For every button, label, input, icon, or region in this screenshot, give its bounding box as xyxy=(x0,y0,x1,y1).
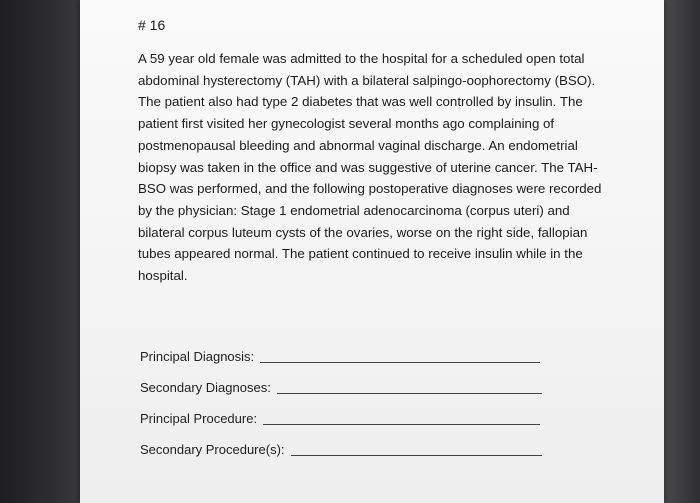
secondary-procedures-label: Secondary Procedure(s): xyxy=(140,442,285,457)
secondary-procedures-blank[interactable] xyxy=(291,455,542,456)
desk-background-right xyxy=(660,0,700,503)
principal-procedure-row xyxy=(140,411,560,442)
case-description: A 59 year old female was admitted to the hospital for a scheduled open total abdominal hysterectomy (TAH) with a bilateral salpingo-oophorectomy (BSO). The patient also had type 2 diabetes that was well controlled by insulin. The patient first visited her gynecologist several months ago complaining of postmenopausal bleeding and abnormal vaginal discharge. An endometrial biopsy was taken in the office and was suggestive of uterine cancer. The TAH-BSO was performed, and the following postoperative diagnoses were recorded by the physician: Stage 1 endometrial adenocarcinoma (corpus uteri) and bilateral corpus luteum cysts of the ovaries, worse on the right side, fallopian tubes appeared normal. The patient continued to receive insulin while in the hospital. xyxy=(138,51,602,284)
secondary-diagnoses-label: Secondary Diagnoses: xyxy=(140,380,271,395)
answer-section xyxy=(140,349,560,473)
principal-diagnosis-row xyxy=(140,349,560,380)
principal-procedure-label: Principal Procedure: xyxy=(140,411,258,426)
principal-procedure-blank[interactable] xyxy=(263,424,540,425)
principal-diagnosis-blank[interactable] xyxy=(260,362,540,363)
question-number: # 16 xyxy=(138,17,166,33)
question-sheet xyxy=(80,0,664,503)
principal-diagnosis-label: Principal Diagnosis: xyxy=(140,349,255,364)
secondary-procedures-row xyxy=(140,442,560,473)
desk-background-left xyxy=(0,0,86,503)
secondary-diagnoses-blank[interactable] xyxy=(277,393,542,394)
secondary-diagnoses-row xyxy=(140,380,560,411)
